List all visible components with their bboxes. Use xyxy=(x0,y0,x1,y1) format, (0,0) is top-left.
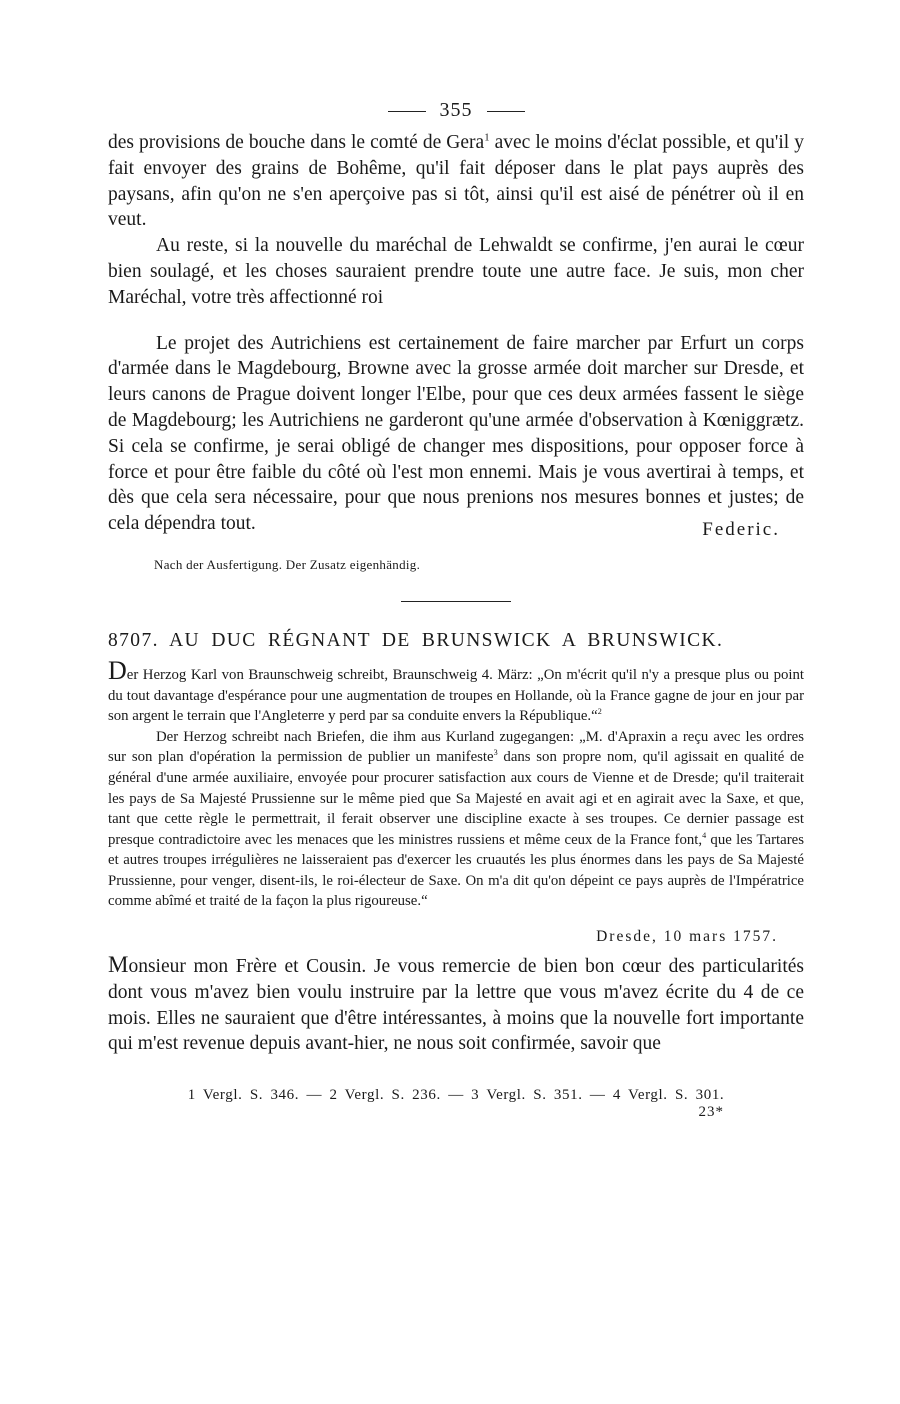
footnotes xyxy=(108,1087,804,1104)
document-heading: 8707. AU DUC RÉGNANT DE BRUNSWICK A BRUNSWICK. xyxy=(108,629,724,651)
footnote-ref: 4 xyxy=(702,830,707,840)
initial-letter: M xyxy=(108,952,129,978)
text: dans son propre nom, qu'il agissait en qualité de général d'une armée auxiliaire, envoyée pour procurer satisfaction aux cours de Vienne et de Dresde; qu'il traiterait les pays de Sa Majesté Prussienne sur le même pied que Sa Majesté en avait agi et en agirait avec la Saxe, et que, tant que cette règle le permettrait, il ferait observer une discipline exacte à ses troupes. Ce dernier passage est presque contradictoire avec les menaces que les ministres russiens et même ceux de la France font, xyxy=(108,749,804,848)
text: Der Herzog schreibt nach Briefen, die ihm aus Kurland zugegangen: „M. d'Apraxin a reçu avec les ordres sur son plan d'opération la permission de publier un manifeste xyxy=(108,728,804,766)
signature: Federic. xyxy=(702,518,780,540)
page-number: 355 xyxy=(439,99,473,121)
footnote-separator: — xyxy=(589,1087,606,1104)
footnote-1: 1 Vergl. S. 346. xyxy=(187,1087,300,1104)
footnote-3: 3 Vergl. S. 351. xyxy=(471,1087,583,1104)
summary-paragraph-2 xyxy=(108,727,804,912)
footnote-ref: 3 xyxy=(493,748,498,758)
paragraph-postscript: Le projet des Autrichiens est certainement de faire marcher par Erfurt un corps d'armée dans le Magdebourg, Browne avec la grosse armée doit marcher sur Dresde, et leurs canons de Prague doivent longer l'Elbe, pour que ces deux armées fassent le siège de Magdebourg; les Autrichiens ne garderont qu'une armée d'observation à Kœniggrætz. Si cela se confirme, je serai obligé de changer mes dispositions, pour opposer force à force et pour être faible du côté où l'est mon ennemi. Mais je vous avertirai à temps, et dès que cela sera nécessaire, pour que nous prenions nos mesures bonnes et justes; de cela dépendra tout. xyxy=(108,332,804,535)
page xyxy=(108,90,804,1121)
footnote-2: 2 Vergl. S. 236. xyxy=(329,1087,441,1104)
letter-body xyxy=(108,952,804,1057)
source-note: Nach der Ausfertigung. Der Zusatz eigenhändig. xyxy=(154,556,421,572)
footnote-4: 4 Vergl. S. 301. xyxy=(612,1087,725,1104)
text: des provisions de bouche dans le comté de Gera xyxy=(108,132,485,153)
text: que les Tartares et autres troupes irrégulières ne laisseraient pas d'exercer les cruautés les plus énormes dans les pays de Sa Majesté Prussienne, pour venger, disent-ils, le roi-électeur de Saxe. On m'a dit qu'on dépeint ce pays auprès de l'Impératrice comme abîmé et traité de la façon la plus rigoureuse.“ xyxy=(108,831,804,910)
paragraph-continuation xyxy=(108,130,804,233)
signature-row xyxy=(108,518,804,545)
page-header xyxy=(108,90,804,130)
footnote-ref: 1 xyxy=(484,131,490,144)
header-dash-right xyxy=(487,111,525,112)
footnote-ref: 2 xyxy=(597,707,602,717)
footnote-separator: — xyxy=(448,1087,464,1104)
header-dash-left xyxy=(388,111,426,112)
paragraph-closing: Au reste, si la nouvelle du maréchal de Lehwaldt se confirme, j'en aurai le cœur bien soulagé, et les choses sauraient prendre toute une autre face. Je suis, mon cher Maréchal, votre très affectionné roi xyxy=(108,235,804,308)
sheet-signature-mark: 23* xyxy=(698,1104,724,1121)
text: onsieur mon Frère et Cousin. Je vous remercie de bien bon cœur des particularités dont vous m'avez bien voulu instruire par la lettre que vous m'avez écrite du 4 de ce mois. Elles ne sauraient que d'être intéressantes, à moins que la nouvelle fort importante qui m'est revenue depuis avant-hier, ne nous soit confirmée, savoir que xyxy=(108,956,804,1055)
footnote-separator: — xyxy=(306,1087,323,1104)
letter-date: Dresde, 10 mars 1757. xyxy=(596,928,778,946)
section-divider xyxy=(401,601,511,602)
initial-letter: D xyxy=(108,655,127,685)
text: er Herzog Karl von Braunschweig schreibt, Braunschweig 4. März: „On m'écrit qu'il n'y a presque plus ou point du tout davantage d'espérance pour une augmentation de troupes en Hollande, où la France gagne de jour en jour par son argent le terrain que l'Angleterre y perd par sa conduite envers la République.“ xyxy=(108,666,804,725)
summary-paragraph-1 xyxy=(108,655,804,727)
text: avec le moins d'éclat possible, et qu'il y fait envoyer des grains de Bohême, qu'il fait déposer dans le plat pays auprès des paysans, afin qu'on ne s'en aperçoive pas si tôt, ainsi qu'il est aisé de pénétrer où il en veut. xyxy=(108,132,804,231)
